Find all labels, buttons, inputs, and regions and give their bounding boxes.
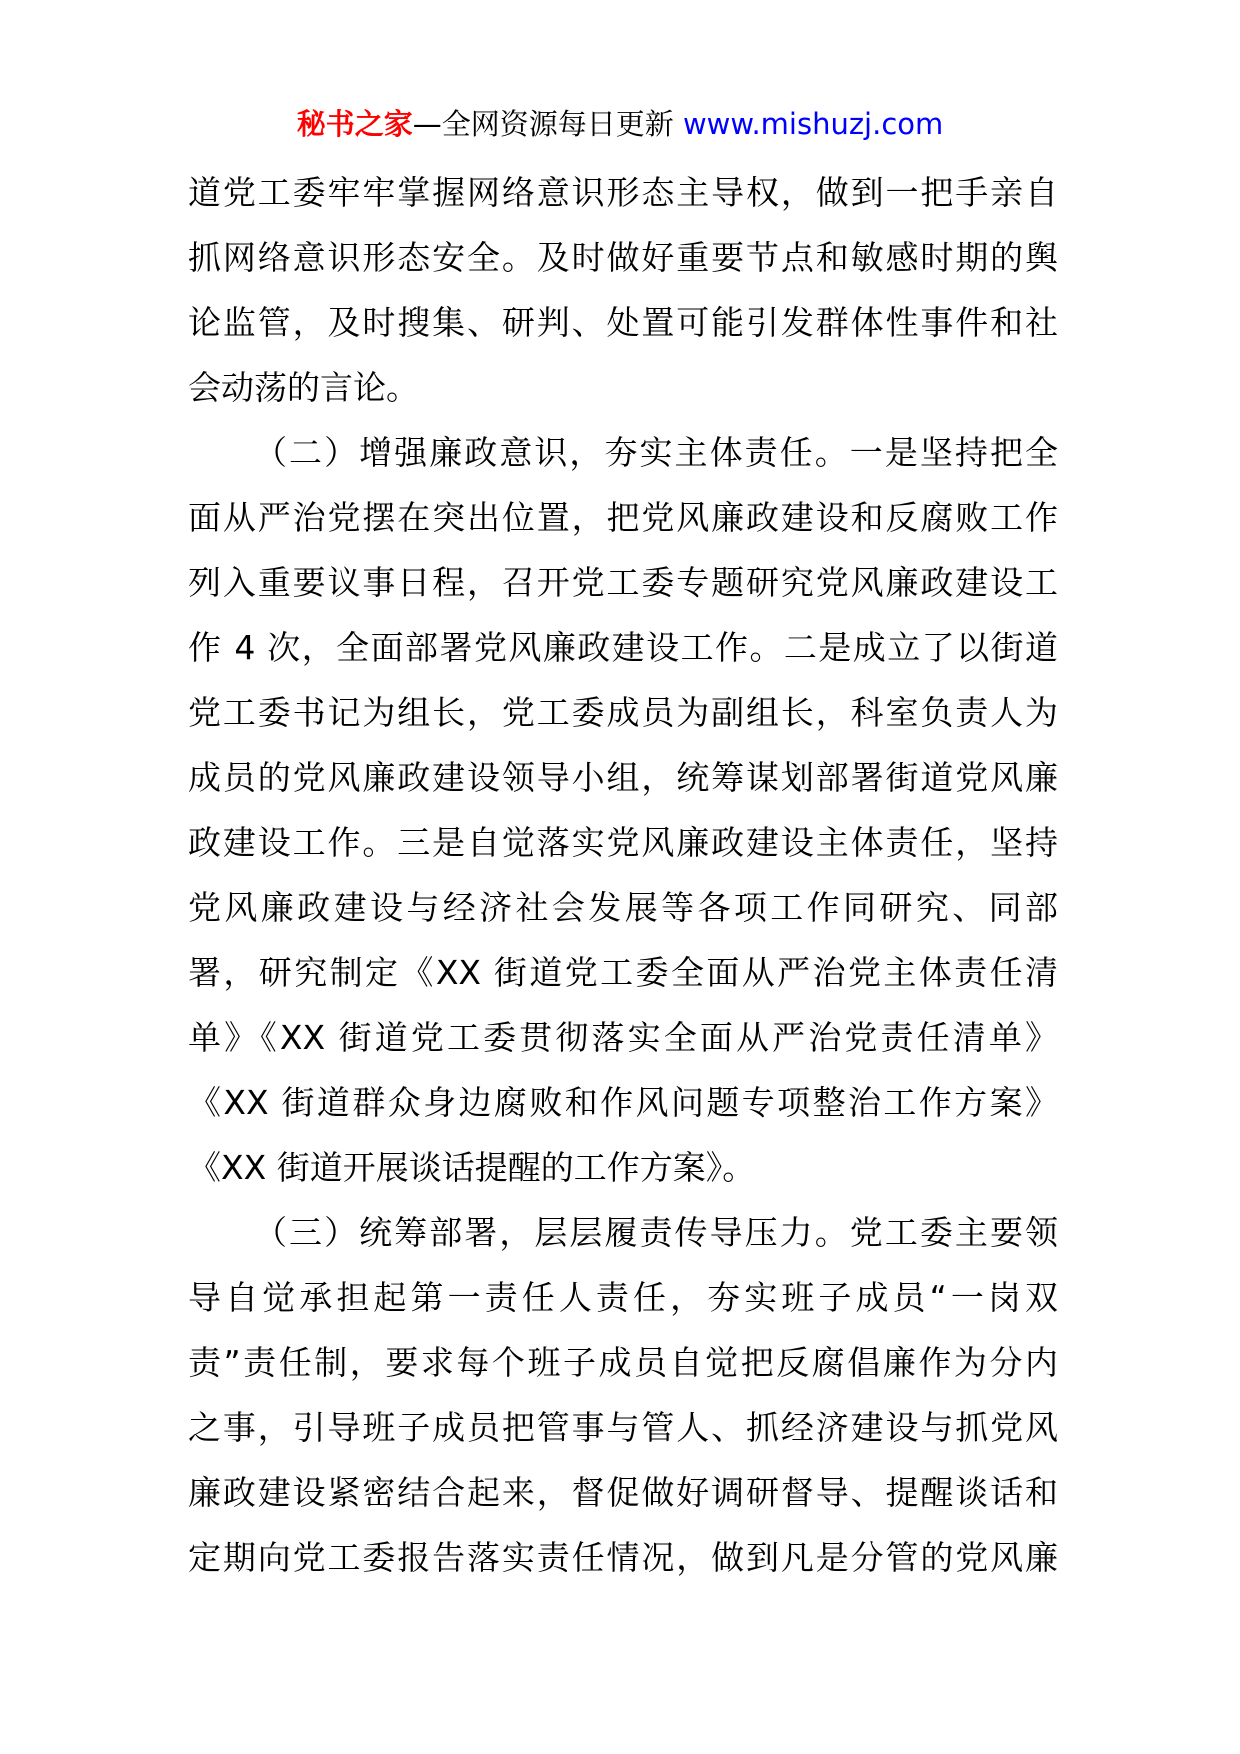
text-line: 之事，引导班子成员把管事与管人、抓经济建设与抓党风: [188, 1408, 1058, 1447]
paragraph-heading-line: （二）增强廉政意识，夯实主体责任。一是坚持把全: [254, 433, 1058, 472]
text-line: 署，研究制定《XX 街道党工委全面从严治党主体责任清: [188, 953, 1058, 992]
site-slogan: —全网资源每日更新: [412, 107, 674, 141]
text-line: 《XX 街道群众身边腐败和作风问题专项整治工作方案》: [188, 1083, 1058, 1122]
text-line: 责”责任制，要求每个班子成员自觉把反腐倡廉作为分内: [188, 1343, 1058, 1382]
text-line: 道党工委牢牢掌握网络意识形态主导权，做到一把手亲自: [188, 173, 1058, 212]
text-line: 单》《XX 街道党工委贯彻落实全面从严治党责任清单》: [188, 1018, 1058, 1057]
site-brand: 秘书之家: [296, 107, 413, 141]
text-line: 论监管，及时搜集、研判、处置可能引发群体性事件和社: [188, 303, 1058, 342]
paragraph-heading-line: （三）统筹部署，层层履责传导压力。党工委主要领: [254, 1213, 1058, 1252]
text-line: 导自觉承担起第一责任人责任，夯实班子成员“一岗双: [188, 1278, 1058, 1317]
text-line: 面从严治党摆在突出位置，把党风廉政建设和反腐败工作: [188, 498, 1058, 537]
text-line: 成员的党风廉政建设领导小组，统筹谋划部署街道党风廉: [188, 758, 1058, 797]
site-url-link[interactable]: www.mishuzj.com: [682, 107, 944, 141]
text-line: 党工委书记为组长，党工委成员为副组长，科室负责人为: [188, 693, 1058, 732]
text-line: 定期向党工委报告落实责任情况，做到凡是分管的党风廉: [188, 1538, 1058, 1577]
text-line: 党风廉政建设与经济社会发展等各项工作同研究、同部: [188, 888, 1058, 927]
text-line: 会动荡的言论。: [188, 368, 419, 407]
text-line: 列入重要议事日程，召开党工委专题研究党风廉政建设工: [188, 563, 1058, 602]
text-line: 政建设工作。三是自觉落实党风廉政建设主体责任，坚持: [188, 823, 1058, 862]
text-line: 作 4 次，全面部署党风廉政建设工作。二是成立了以街道: [188, 628, 1058, 667]
text-line: 廉政建设紧密结合起来，督促做好调研督导、提醒谈话和: [188, 1473, 1058, 1512]
document-body: [188, 160, 1058, 1590]
text-line: 抓网络意识形态安全。及时做好重要节点和敏感时期的舆: [188, 238, 1058, 277]
site-header: [0, 104, 1240, 144]
text-line: 《XX 街道开展谈话提醒的工作方案》。: [188, 1148, 756, 1187]
